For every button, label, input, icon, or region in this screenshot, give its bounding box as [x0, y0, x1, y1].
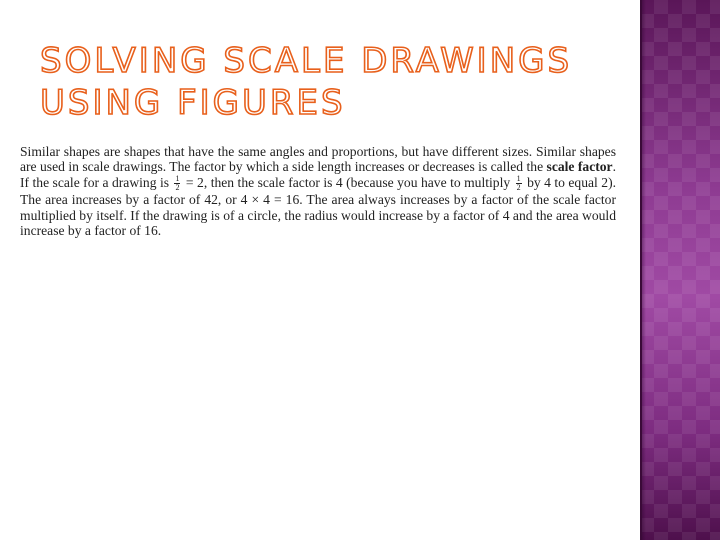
body-text-1: Similar shapes are shapes that have the same angles and proportions, but have different sizes. Similar shapes are used in scale drawings. The factor by which a side length increases or decreases is called the [20, 144, 616, 175]
body-text-2: . If the scale for a drawing is [20, 159, 616, 190]
decorative-side-panel [640, 0, 720, 540]
fraction-one-half-2 [516, 175, 522, 192]
fraction-numerator-2: 1 [516, 174, 521, 184]
fraction-one-half [174, 175, 180, 192]
body-text-4: by 4 to equal 2). The area increases by a factor of 42, or 4 × 4 = 16. The area always increases by a factor of the scale factor multiplied by itself. If the drawing is of a circle, the radius would increase by a factor of 4 and the area would increase by a factor of 16. [20, 174, 616, 238]
slide-title: SOLVING SCALE DRAWINGS USING FIGURES [40, 41, 573, 123]
fraction-denominator-2: 2 [516, 183, 521, 193]
fraction-numerator: 1 [175, 174, 180, 184]
body-paragraph [20, 144, 616, 238]
fraction-denominator: 2 [175, 183, 180, 193]
body-text-3: = 2, then the scale factor is 4 (because you have to multiply [182, 174, 514, 190]
scale-factor-term: scale factor [546, 159, 613, 175]
side-panel-edge [640, 0, 642, 540]
